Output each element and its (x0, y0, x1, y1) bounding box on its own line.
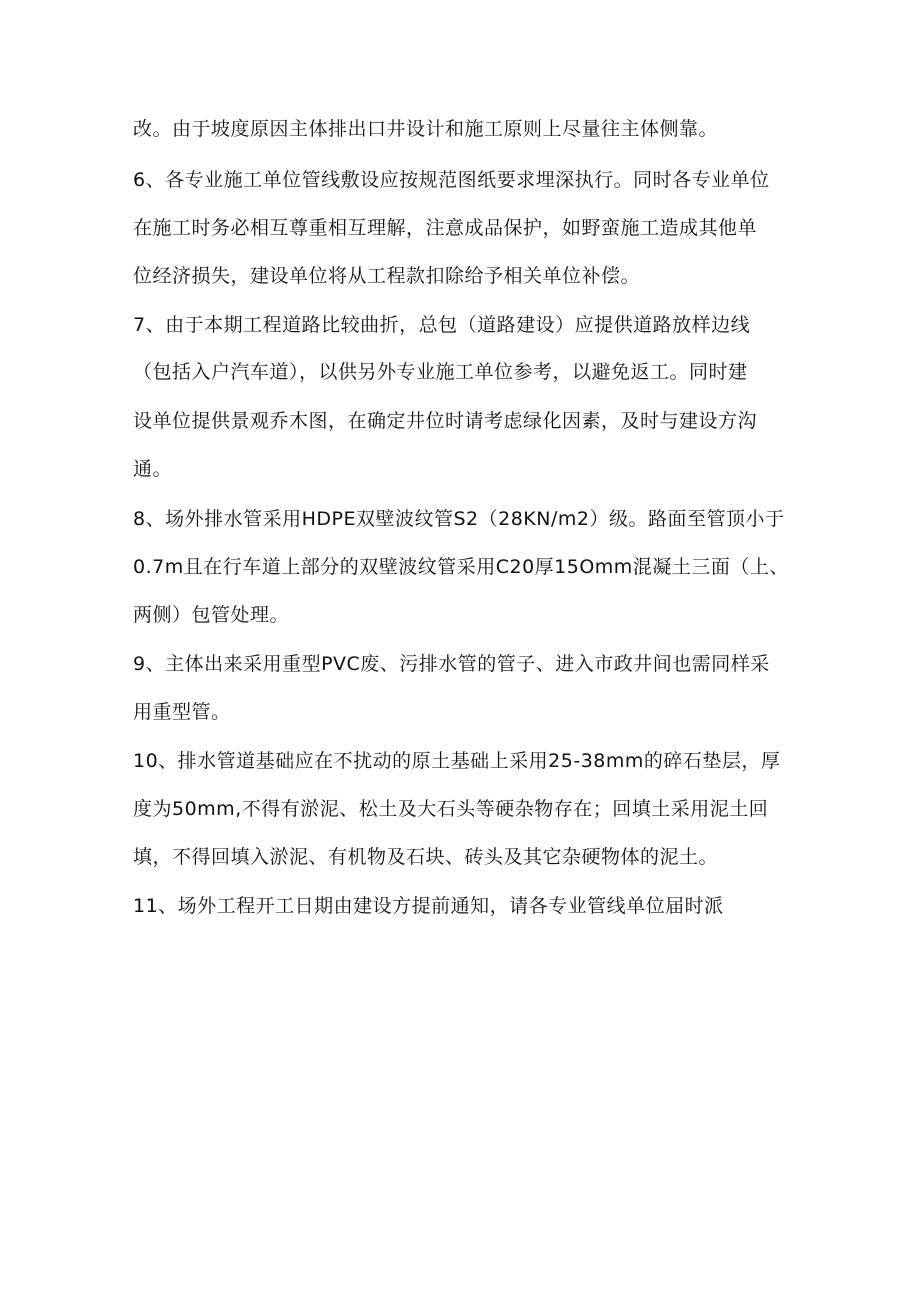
text-line-9: 8、场外排水管采用HDPE双壁波纹管S2（28KN∕m2）级。路面至管顶小于 (133, 508, 785, 530)
text-line-15: 度为50mm,不得有淤泥、松土及大石头等硬杂物存在；回填土采用泥土回 (133, 798, 769, 820)
text-line-12: 9、主体出来采用重型PVC废、污排水管的管子、进入市政井间也需同样采 (133, 653, 770, 675)
text-line-16: 填，不得回填入淤泥、有机物及石块、砖头及其它杂硬物体的泥土。 (133, 846, 719, 868)
text-line-3: 在施工时务必相互尊重相互理解，注意成品保护，如野蛮施工造成其他单 (133, 217, 758, 239)
text-line-6: （包括入户汽车道），以供另外专业施工单位参考，以避免返工。同时建 (133, 361, 748, 383)
text-line-1: 改。由于坡度原因主体排出口井设计和施工原则上尽量往主体侧靠。 (133, 118, 719, 140)
text-line-11: 两侧）包管处理。 (133, 604, 290, 626)
text-line-7: 设单位提供景观乔木图，在确定井位时请考虑绿化因素，及时与建设方沟 (133, 410, 758, 432)
text-line-5: 7、由于本期工程道路比较曲折，总包（道路建设）应提供道路放样边线 (133, 314, 751, 336)
text-line-4: 位经济损失，建设单位将从工程款扣除给予相关单位补偿。 (133, 265, 641, 287)
text-line-2: 6、各专业施工单位管线敷设应按规范图纸要求埋深执行。同时各专业单位 (133, 169, 770, 191)
text-line-13: 用重型管。 (133, 701, 231, 723)
text-line-14: 10、排水管道基础应在不扰动的原土基础上采用25-38mm的碎石垫层，厚 (133, 750, 781, 772)
text-line-8: 通。 (133, 458, 173, 480)
text-line-10: 0.7m且在行车道上部分的双壁波纹管采用C20厚15Omm混凝土三面（上、 (133, 556, 789, 578)
text-line-17: 11、场外工程开工日期由建设方提前通知，请各专业管线单位届时派 (133, 895, 724, 917)
